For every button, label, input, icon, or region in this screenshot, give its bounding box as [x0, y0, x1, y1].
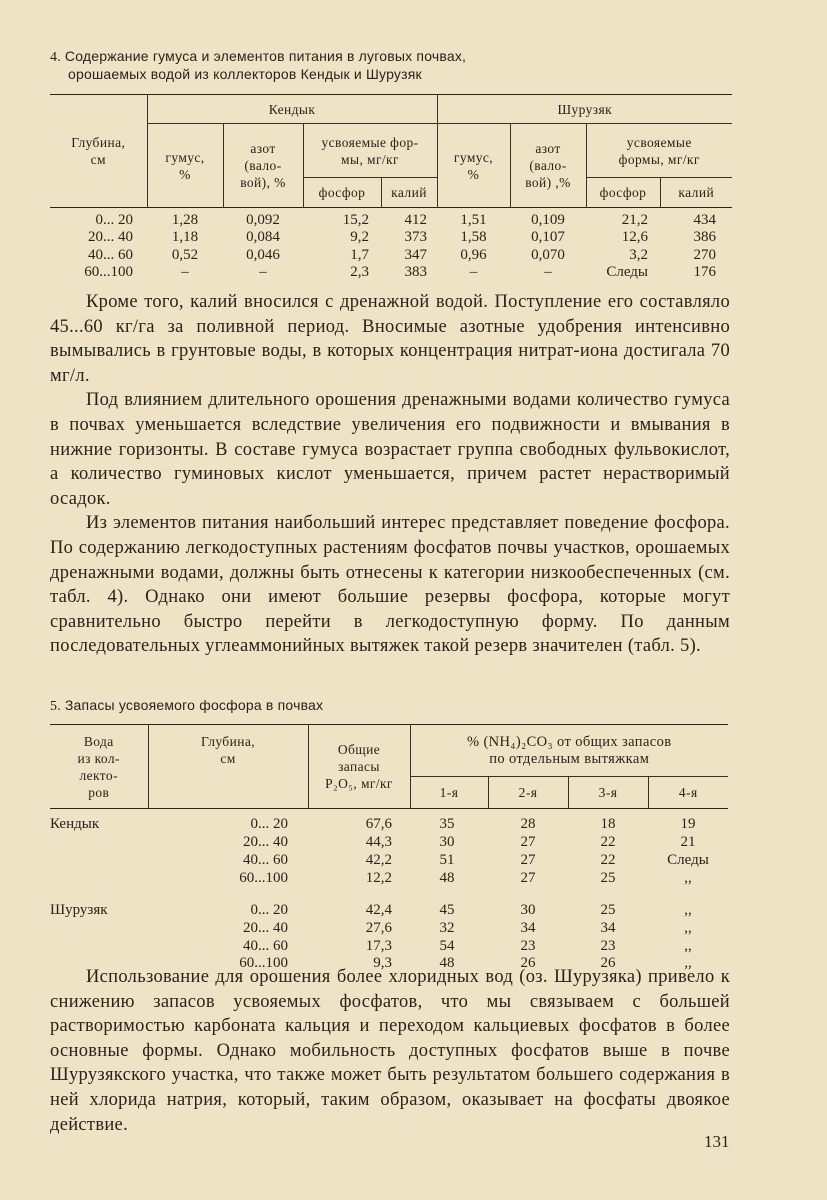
header-line: усвояемые: [626, 134, 692, 150]
header-line: ров: [88, 784, 110, 800]
table4-cell: 383: [404, 264, 427, 281]
table5-row: [50, 937, 728, 955]
table5-cell: 19: [680, 815, 696, 832]
table5-row: [50, 851, 728, 869]
table4-caption-line1: Содержание гумуса и элементов питания в луговых почвах,: [64, 48, 467, 64]
table4-header-available2: [586, 124, 732, 178]
table4-cell: 1,18: [171, 229, 199, 246]
table4-cell: 15,2: [342, 212, 369, 228]
page-number: 131: [704, 1132, 730, 1151]
table4: [50, 94, 732, 282]
table4-cell: –: [544, 264, 552, 281]
table4-cell: 0,96: [460, 246, 487, 263]
table5-cell: 42,4: [365, 901, 392, 918]
table4-cell: –: [259, 264, 267, 281]
table4-row: [50, 264, 732, 282]
table5-cell: 60...100: [239, 955, 288, 971]
header-line: %: [467, 166, 480, 182]
table5-header-total: [308, 725, 410, 809]
header-line: см: [220, 751, 236, 766]
table5-cell: ,,: [684, 937, 692, 954]
header-line: из кол-: [77, 750, 120, 766]
paragraph-4: Использование для орошения более хлоридных вод (оз. Шурузяка) привело к снижению запасов усвояемых фосфатов, что мы связываем с большей растворимостью карбоната кальция и переходом кальциевых фосфатов в более основные формы. Однако мобильность доступных фосфатов выше в почве Шурузякского участка, что также может быть результатом большего содержания в ней хлорида натрия, который, таким образом, оказывает на фосфаты двоякое действие.: [50, 967, 730, 1135]
table4-cell: 9,2: [350, 229, 369, 246]
header-line: вой) ,%: [525, 175, 571, 190]
header-line: % (NH₄)₂CO₃ от общих запасов: [466, 733, 672, 750]
table5-cell: 25: [600, 869, 616, 886]
table4-body: [50, 208, 732, 282]
table5-cell: 30: [439, 833, 455, 850]
table4-row: [50, 247, 732, 265]
table5-cell: 17,3: [365, 937, 392, 954]
table4-cell: 0,109: [531, 212, 565, 228]
header-line: Общие: [337, 742, 381, 757]
table4-cell: 3,2: [629, 246, 648, 263]
table5-group-name: [50, 937, 148, 955]
table5-cell: 40... 60: [243, 851, 288, 868]
header-line: %: [179, 166, 191, 182]
p2o5-formula: P₂O₅: [325, 776, 354, 791]
table5-caption-text: Запасы усвояемого фосфора в почвах: [64, 697, 324, 713]
table4-cell: 386: [693, 229, 716, 246]
text-block-2: [50, 965, 730, 1137]
table5-cell: 23: [520, 937, 536, 954]
table4-cell: 21,2: [621, 212, 648, 228]
header-line: по отдельным вытяжкам: [489, 750, 650, 767]
table4-header-phosphorus1: фосфор: [303, 178, 381, 208]
table5-cell: ,,: [684, 919, 692, 936]
table4-cell: 347: [404, 246, 427, 263]
table4-cell: 0,52: [171, 246, 199, 263]
table5-cell: 35: [439, 815, 455, 832]
table4-cell: 176: [693, 264, 716, 281]
table5-number: 5.: [50, 699, 61, 714]
table4-cell: Следы: [606, 264, 648, 281]
table5-cell: 27: [520, 833, 536, 850]
table5-cell: 22: [600, 851, 616, 868]
table4-header-available1: [303, 124, 437, 178]
table5-header-extracts: [410, 725, 728, 777]
table4-cell: 434: [693, 212, 716, 228]
header-line: усвояемые фор-: [321, 134, 419, 150]
header-line: (вало-: [244, 158, 282, 173]
table4-cell: 270: [693, 246, 716, 263]
header-line: гумус,: [453, 149, 494, 165]
table4-cell: 0,084: [246, 229, 280, 246]
table4-header-shuruzyak: Шурузяк: [437, 95, 732, 124]
table5-cell: 9,3: [373, 955, 392, 971]
table4-cell: 60...100: [84, 264, 133, 281]
table5-cell: 67,6: [365, 815, 392, 832]
table4-cell: 373: [404, 229, 427, 246]
table4-caption: [50, 48, 740, 83]
table5-cell: 32: [439, 919, 455, 936]
header-line: запасы: [338, 759, 380, 774]
table5-header-extract-4: 4-я: [648, 777, 728, 809]
table5-cell: 51: [439, 851, 455, 868]
header-line: лекто-: [79, 767, 118, 783]
table5-row: [50, 809, 728, 833]
table5-cell: 27,6: [365, 919, 392, 936]
table5-group-name: [50, 919, 148, 937]
table4-header-nitrogen2: [510, 124, 586, 208]
table5-row: [50, 869, 728, 887]
table4-cell: 0,046: [246, 246, 280, 263]
table5-cell: 54: [439, 937, 455, 954]
table5-header-extract-1: 1-я: [410, 777, 488, 809]
header-line: см: [90, 152, 106, 167]
table4-cell: 0,107: [531, 229, 565, 246]
table4-cell: 0... 20: [95, 212, 133, 228]
table5-row: [50, 919, 728, 937]
table5-group-name: [50, 851, 148, 869]
header-line: [309, 775, 410, 792]
table4-number: 4.: [50, 50, 61, 65]
header-line: гумус,: [165, 149, 205, 165]
table5-body: [50, 809, 728, 973]
text-block-1: [50, 290, 730, 659]
table5-cell: 30: [520, 901, 536, 918]
header-line: азот: [535, 141, 561, 156]
table5-group-name: [50, 869, 148, 887]
table5-cell: 42,2: [365, 851, 392, 868]
table4-row: [50, 229, 732, 247]
table5-cell: 34: [520, 919, 536, 936]
table4-cell: 40... 60: [88, 246, 133, 263]
table4-header-humus2: [437, 124, 510, 208]
table4-cell: 12,6: [621, 229, 648, 246]
table5-cell: 22: [600, 833, 616, 850]
table5-cell: 0... 20: [250, 815, 288, 832]
header-line: (вало-: [529, 158, 567, 173]
header-line: Глубина,: [71, 135, 126, 150]
table5-group-name: Кендык: [50, 815, 100, 832]
table4-header-phosphorus2: фосфор: [586, 178, 660, 208]
table5-cell: 12,2: [365, 869, 392, 886]
table5-cell: 28: [520, 815, 536, 832]
header-line: азот: [250, 141, 276, 156]
table5-cell: ,,: [684, 901, 692, 918]
table4-header-potassium2: калий: [660, 178, 732, 208]
table5-cell: 48: [439, 955, 455, 971]
table5-group-name: [50, 833, 148, 851]
table4-cell: 0,070: [531, 246, 565, 263]
table5-cell: 0... 20: [250, 901, 288, 918]
header-line: вой), %: [240, 175, 286, 190]
table5-header-extract-3: 3-я: [568, 777, 648, 809]
table5-cell: 26: [600, 955, 616, 971]
table4-header-potassium1: калий: [381, 178, 437, 208]
table5: [50, 724, 728, 973]
table4-header-nitrogen1: [223, 124, 303, 208]
paragraph-1: Кроме того, калий вносился с дренажной водой. Поступление его составляло 45...60 кг/га за поливной период. Вносимые азотные удобрения интенсивно вымывались в грунтовые воды, в которых концентрация нитрат-иона достигала 70 мг/л.: [50, 292, 730, 386]
table5-cell: 18: [600, 815, 616, 832]
table4-row: [50, 208, 732, 230]
table5-group-name: Шурузяк: [50, 901, 108, 918]
table4-cell: –: [469, 264, 478, 281]
table5-cell: 23: [600, 937, 616, 954]
table4-cell: 1,51: [460, 212, 487, 228]
table4-cell: –: [181, 264, 189, 281]
table5-cell: 44,3: [365, 833, 392, 850]
table5-header-extract-2: 2-я: [488, 777, 568, 809]
table4-cell: 1,7: [350, 246, 369, 263]
table4-header-kendyk: Кендык: [147, 95, 437, 124]
table4-caption-line2: орошаемых водой из коллекторов Кендык и Шурузяк: [68, 66, 422, 82]
header-line: формы, мг/кг: [618, 151, 700, 167]
table5-cell: 45: [439, 901, 455, 918]
table4-cell: 0,092: [246, 212, 280, 228]
table5-header-depth: [148, 725, 308, 809]
table5-cell: ,,: [684, 869, 692, 886]
table4-cell: 1,58: [460, 229, 487, 246]
paragraph-2: Под влиянием длительного орошения дренажными водами количество гумуса в почвах уменьшается вследствие увеличения его подвижности и вмывания в нижние горизонты. В составе гумуса возрастает группа свободных фульвокислот, а количество гуминовых кислот уменьшается, причем растет нерастворимый осадок.: [50, 390, 730, 509]
table5-cell: Следы: [667, 851, 709, 868]
table5-cell: 20... 40: [243, 833, 288, 850]
header-line: Вода: [83, 733, 114, 749]
header-line: мы, мг/кг: [341, 151, 399, 167]
table4-cell: 1,28: [171, 212, 199, 228]
table5-caption: [50, 697, 740, 715]
table4-header-humus1: [147, 124, 223, 208]
table5-cell: ,,: [684, 955, 692, 971]
table5-cell: 27: [520, 869, 536, 886]
table5-cell: 20... 40: [243, 919, 288, 936]
table5-row: [50, 833, 728, 851]
header-unit: , мг/кг: [353, 776, 393, 791]
table5-cell: 27: [520, 851, 536, 868]
table4-header-depth: [50, 95, 147, 208]
table4-cell: 2,3: [350, 264, 369, 281]
table5-cell: 34: [600, 919, 616, 936]
paragraph-3: Из элементов питания наибольший интерес представляет поведение фосфора. По содержанию легкодоступных растениям фосфатов почвы участков, орошаемых дренажными водами, должны быть отнесены к категории низкообеспеченных (см. табл. 4). Однако они имеют большие резервы фосфора, которые могут сравнительно быстро перейти в легкодоступную форму. По данным последовательных углеаммонийных вытяжек такой резерв значителен (табл. 5).: [50, 513, 730, 657]
table4-cell: 412: [404, 212, 427, 228]
table5-cell: 26: [520, 955, 536, 971]
table5-header-water: [50, 725, 148, 809]
table4-cell: 20... 40: [88, 229, 133, 246]
table5-cell: 48: [439, 869, 455, 886]
table5-cell: 40... 60: [243, 937, 288, 954]
table5-row: [50, 887, 728, 919]
table5-cell: 21: [680, 833, 696, 850]
table5-cell: 60...100: [239, 869, 288, 886]
header-line: Глубина,: [201, 734, 255, 749]
table5-cell: 25: [600, 901, 616, 918]
